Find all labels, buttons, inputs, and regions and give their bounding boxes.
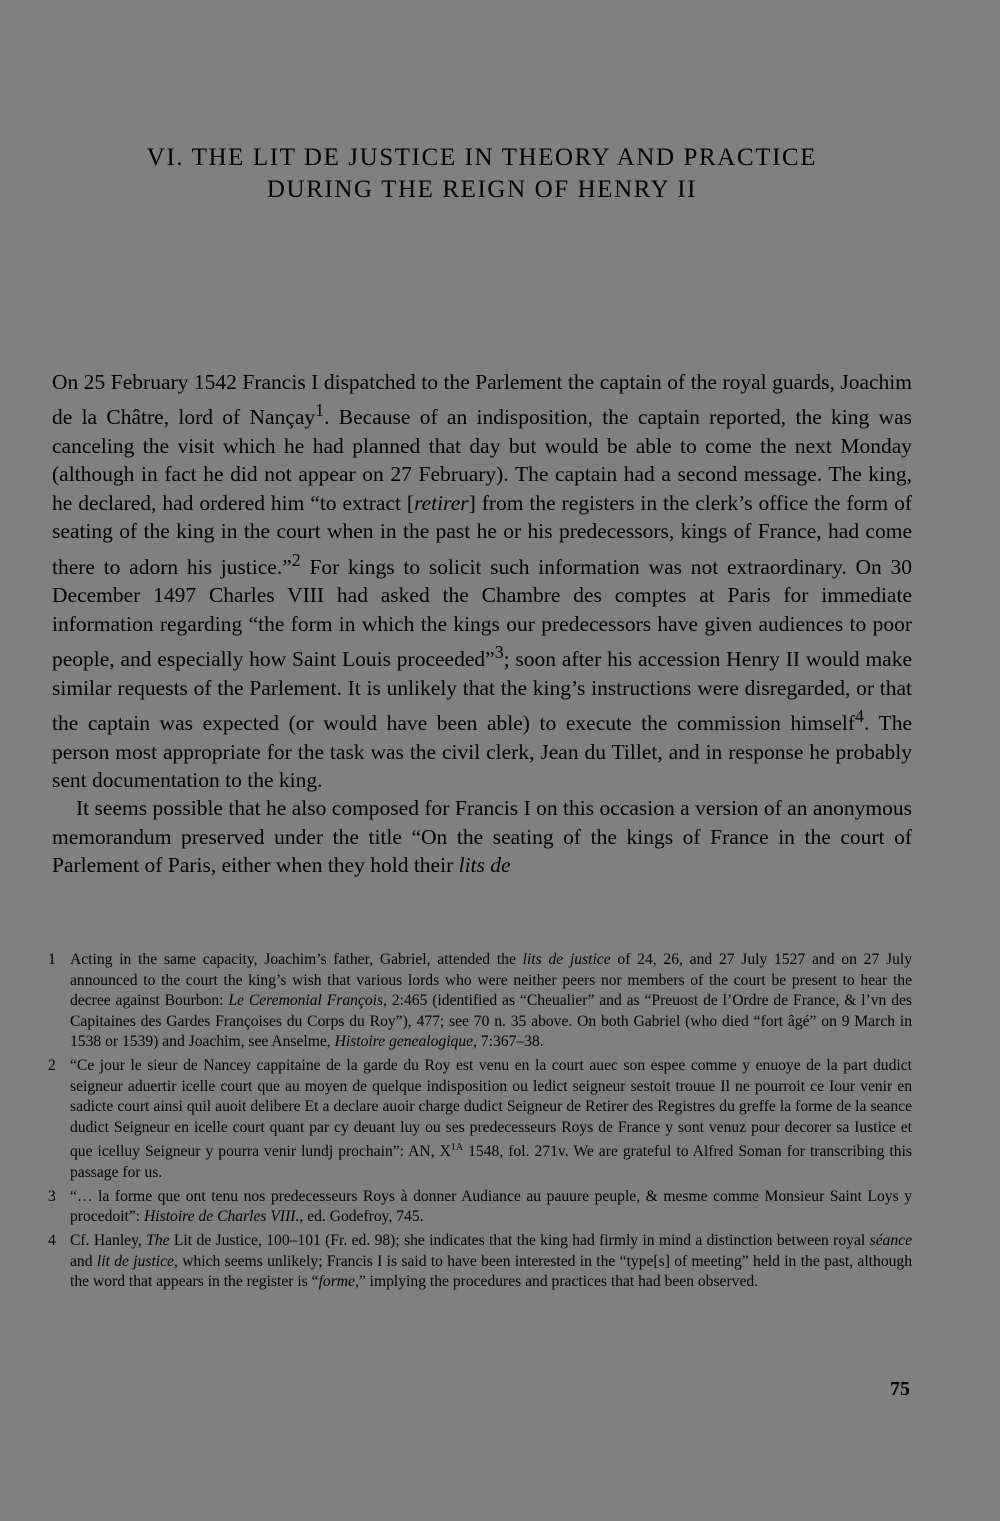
footnote-ref-1: 1 <box>315 400 325 421</box>
text-run: , ed. Godefroy, 745. <box>299 1208 424 1226</box>
text-run: Acting in the same capacity, Joachim’s father, Gabriel, attended the <box>70 951 523 968</box>
italic-term: forme <box>318 1273 355 1291</box>
text-run: Cf. Hanley, <box>70 1231 147 1249</box>
text-run: “… la forme que ont tenu nos predecesseurs Roys à donner Audiance au pauure peuple, & mesme comme Monsieur Saint Loys y procedoit”: <box>70 1187 912 1226</box>
footnote-ref-4: 4 <box>855 705 864 726</box>
footnote-number: 2 <box>48 1056 56 1074</box>
text-run: . Because of an indisposition, the captain reported, the king was canceling the visit which he had planned that day but would be able to come the next Monday (although in fact he did not appear on 27 February). The captain had a second message. The king, he declared, had ordered him “to extract [ <box>52 405 912 515</box>
footnote-4 <box>48 1231 912 1293</box>
footnote-ref-2: 2 <box>291 549 301 570</box>
footnote-number: 1 <box>48 951 56 968</box>
text-run: For kings to solicit such information was not extraordinary. On 30 December 1497 Charles VIII had asked the Chambre des comptes at Paris for immediate information regarding “the form in which the kings our predecessors have given audiences to poor people, and especially how Saint Louis proceeded” <box>52 554 912 672</box>
footnote-text <box>70 1231 912 1293</box>
superscript: 1A <box>450 1142 464 1154</box>
page-number: 75 <box>890 1378 910 1400</box>
paragraph-1 <box>52 368 912 794</box>
footnotes <box>48 950 912 1296</box>
chapter-title-line-2: DURING THE REIGN OF HENRY II <box>266 176 698 203</box>
italic-term: séance <box>869 1231 912 1249</box>
text-run: , 2:465 (identified as “Cheualier” and as “Preuost de l’Ordre de France, & l’vn des Capitaines des Gardes Françoises du Corps du Roy”), 477; see 70 n. 35 above. On both Gabriel (who died “fort âgé” on 9 March in 1538 or 1539) and Joachim, see Anselme, <box>70 992 912 1051</box>
text-run: ; soon after his accession Henry II would make similar requests of the Parlement. It is unlikely that the king’s instructions were disregarded, or that the captain was expected (or would have been able) to execute the commission himself <box>52 647 912 736</box>
italic-term: lits de <box>458 853 511 878</box>
italic-term: The <box>146 1231 170 1249</box>
footnote-2 <box>48 1056 912 1184</box>
chapter-title <box>52 142 912 206</box>
paragraph-2 <box>52 794 912 879</box>
italic-term: Histoire de Charles VIII. <box>144 1208 300 1226</box>
footnote-number: 3 <box>48 1187 56 1205</box>
footnote-text <box>70 950 912 1053</box>
footnote-3 <box>48 1187 912 1228</box>
text-run: , 7:367–38. <box>473 1033 544 1051</box>
text-run: ] from the registers in the clerk’s office the form of seating of the king in the court when in the past he or his predecessors, kings of France, had come there to adorn his justice.” <box>52 490 912 579</box>
italic-term: Histoire genealogique <box>334 1033 474 1051</box>
text-run: ,” implying the procedures and practices that had been observed. <box>354 1273 759 1291</box>
text-run: . The person most appropriate for the task was the civil clerk, Jean du Tillet, and in response he probably sent documentation to the king. <box>52 711 912 792</box>
italic-term: retirer <box>414 490 469 515</box>
text-run: of 24, 26, and 27 July 1527 and on 27 July announced to the court the king’s wish that various lords who were neither peers nor members of the court be present to hear the decree against Bourbon: <box>70 951 912 1010</box>
text-run: “Ce jour le sieur de Nancey cappitaine de la garde du Roy est venu en la court auec son espee comme y enuoye de la part dudict seigneur aduertir icelle court que au moyen de quelque indisposition ou ledict seigneur sestoit trouue Il ne pourroit ce Iour venir en sadicte court ainsi quil auoit delibere Et a declare auoir charge dudict Seigneur de Retirer des Registres du greffe la forme de la seance dudict Seigneur en icelle court quant par cy deuant luy ou ses predecesseurs Roys de France y sont venuz pour decorer sa Iustice et que icelluy Seigneur y pourra venir lundj prochain”: AN, X <box>70 1056 912 1161</box>
text-run: It seems possible that he also composed for Francis I on this occasion a version of an anonymous memorandum preserved under the title “On the seating of the kings of France in the court of Parlement of Paris, either when they hold their <box>52 796 912 878</box>
text-run: 1548, fol. 271v. We are grateful to Alfred Soman for transcribing this passage for us. <box>70 1143 912 1182</box>
footnote-1 <box>48 950 912 1053</box>
italic-term: Le Ceremonial François <box>228 992 384 1010</box>
italic-term: lits de justice <box>522 951 611 968</box>
text-run: Lit de Justice, 100–101 (Fr. ed. 98); she indicates that the king had firmly in mind a distinction between royal <box>169 1231 870 1249</box>
text-run: On 25 February 1542 Francis I dispatched to the Parlement the captain of the royal guards, Joachim de la Châtre, lord of Nançay <box>52 370 912 430</box>
footnote-text <box>70 1056 912 1184</box>
text-run: , which seems unlikely; Francis I is said to have been interested in the “type[s] of meeting” held in the past, although the word that appears in the register is “ <box>70 1252 913 1291</box>
italic-term: lit de justice <box>96 1252 174 1270</box>
chapter-title-line-1: VI. THE LIT DE JUSTICE IN THEORY AND PRACTICE <box>146 144 818 171</box>
main-text <box>52 368 912 880</box>
text-run: and <box>70 1252 97 1270</box>
footnote-ref-3: 3 <box>494 641 504 662</box>
footnote-number: 4 <box>48 1231 56 1249</box>
footnote-text <box>70 1187 912 1228</box>
